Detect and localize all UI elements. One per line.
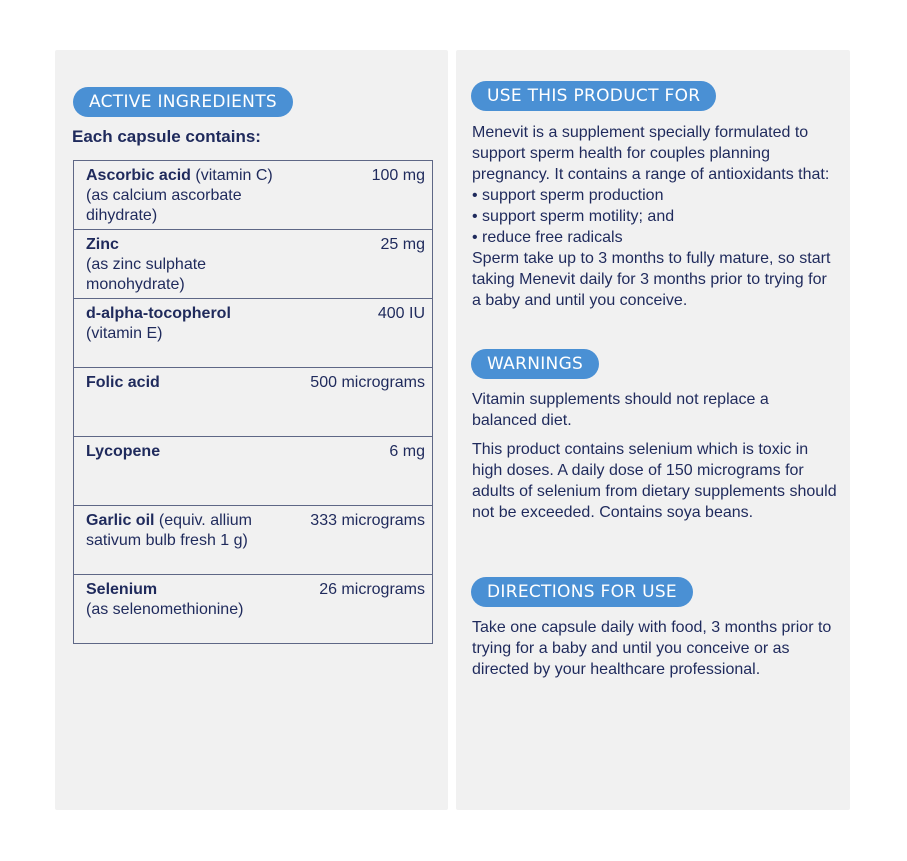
ingredient-name-cell — [74, 368, 299, 437]
ingredient-note: (as selenomethionine) — [86, 601, 244, 618]
warnings-paragraph-1: Vitamin supplements should not replace a balanced diet. — [472, 391, 769, 429]
ingredient-amount: 400 IU — [298, 299, 432, 368]
ingredient-name-cell — [74, 506, 299, 575]
ingredients-table — [73, 160, 433, 644]
ingredient-note: sativum bulb fresh 1 g) — [86, 532, 248, 549]
ingredient-name: Garlic oil — [86, 512, 155, 529]
ingredient-name-cell — [74, 230, 299, 299]
use-this-product-text — [472, 122, 837, 311]
ingredient-name-cell — [74, 575, 299, 644]
ingredient-name: Folic acid — [86, 374, 160, 391]
ingredient-name: Selenium — [86, 581, 158, 598]
table-row — [74, 161, 433, 230]
ingredient-name: d-alpha-tocopherol — [86, 305, 231, 322]
directions-text — [472, 617, 837, 680]
table-row — [74, 575, 433, 644]
warnings-paragraph-2: This product contains selenium which is toxic in high doses. A daily dose of 150 micrograms for adults of selenium from dietary supplements should not be exceeded. Contains soya beans. — [472, 441, 837, 521]
ingredient-note: (vitamin E) — [86, 325, 163, 342]
ingredient-amount: 333 micrograms — [298, 506, 432, 575]
antioxidant-bullet-list — [472, 185, 837, 248]
ingredient-name: Lycopene — [86, 443, 161, 460]
ingredient-note: (as calcium ascorbate dihydrate) — [86, 187, 242, 224]
ingredient-note-inline: (equiv. allium — [154, 512, 252, 529]
ingredient-note: (as zinc sulphate monohydrate) — [86, 256, 207, 293]
warnings-text — [472, 389, 837, 523]
ingredient-name-cell — [74, 161, 299, 230]
list-item: • support sperm motility; and — [472, 206, 837, 227]
capsule-contents-intro: Each capsule contains: — [72, 127, 261, 146]
table-row — [74, 230, 433, 299]
list-item: • support sperm production — [472, 185, 837, 206]
ingredient-name: Zinc — [86, 236, 119, 253]
table-row — [74, 506, 433, 575]
use-paragraph-2: Sperm take up to 3 months to fully mature, so start taking Menevit daily for 3 months prior to trying for a baby and until you conceive. — [472, 250, 831, 309]
table-row — [74, 299, 433, 368]
table-row — [74, 437, 433, 506]
ingredient-amount: 26 micrograms — [298, 575, 432, 644]
ingredient-name-cell — [74, 299, 299, 368]
ingredient-note-inline: (vitamin C) — [190, 167, 273, 184]
product-info-panel — [456, 50, 850, 810]
active-ingredients-label: ACTIVE INGREDIENTS — [73, 87, 293, 117]
use-this-product-label: USE THIS PRODUCT FOR — [471, 81, 716, 111]
directions-paragraph: Take one capsule daily with food, 3 months prior to trying for a baby and until you conceive or as directed by your healthcare professional. — [472, 619, 832, 678]
ingredient-amount: 25 mg — [298, 230, 432, 299]
ingredient-amount: 100 mg — [298, 161, 432, 230]
use-paragraph: Menevit is a supplement specially formulated to support sperm health for couples planning pregnancy. It contains a range of antioxidants that: — [472, 124, 830, 183]
warnings-label: WARNINGS — [471, 349, 599, 379]
directions-label: DIRECTIONS FOR USE — [471, 577, 693, 607]
ingredient-name-cell — [74, 437, 299, 506]
ingredient-name: Ascorbic acid — [86, 167, 191, 184]
ingredient-amount: 6 mg — [298, 437, 432, 506]
active-ingredients-panel — [55, 50, 448, 810]
table-row — [74, 368, 433, 437]
list-item: • reduce free radicals — [472, 227, 837, 248]
ingredient-amount: 500 micrograms — [298, 368, 432, 437]
